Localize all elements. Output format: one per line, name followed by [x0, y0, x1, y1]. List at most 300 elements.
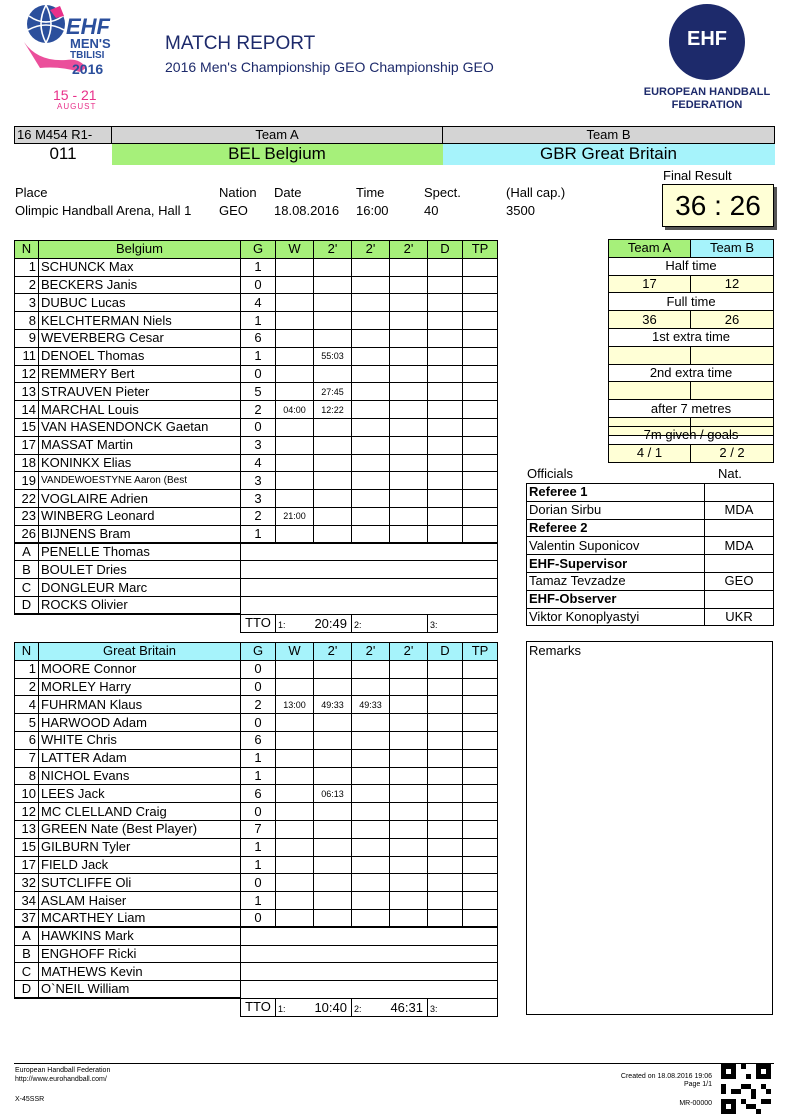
- game-number: 011: [49, 144, 77, 164]
- player-tp: [463, 696, 498, 714]
- player-suspension-1: [314, 418, 352, 436]
- player-suspension-3: [390, 838, 428, 856]
- nation-value: GEO: [219, 203, 248, 218]
- player-number: 17: [15, 856, 39, 874]
- player-number: 3: [15, 294, 39, 312]
- player-tp: [463, 276, 498, 294]
- player-disqualification: [428, 525, 463, 543]
- player-warning: [276, 383, 314, 401]
- player-row: [15, 490, 498, 508]
- team-b-name: GBR Great Britain: [443, 144, 775, 165]
- player-goals: 3: [241, 436, 276, 454]
- player-name: WEVERBERG Cesar: [39, 329, 241, 347]
- tto-1-value: 20:49: [314, 615, 347, 631]
- tto-3-label: 3:: [430, 619, 438, 630]
- player-goals: 0: [241, 909, 276, 927]
- official-role-row: [527, 590, 774, 608]
- player-suspension-3: [390, 258, 428, 276]
- team-official-name: ROCKS Olivier: [39, 596, 241, 614]
- player-goals: 1: [241, 749, 276, 767]
- player-number: 37: [15, 909, 39, 927]
- footer-url: http://www.eurohandball.com/: [15, 1076, 107, 1083]
- score-team-b-label: Team B: [691, 240, 774, 258]
- player-disqualification: [428, 401, 463, 419]
- player-goals: 1: [241, 856, 276, 874]
- player-goals: 2: [241, 507, 276, 525]
- extra-time-1-b: [691, 346, 774, 364]
- player-suspension-3: [390, 909, 428, 927]
- player-tp: [463, 838, 498, 856]
- official-role-row: [527, 555, 774, 573]
- player-tp: [463, 507, 498, 525]
- player-suspension-2: [352, 312, 390, 330]
- official-role-blank: [705, 519, 774, 537]
- team-a-label: Team A: [112, 127, 443, 144]
- player-name: KELCHTERMAN Niels: [39, 312, 241, 330]
- team-a-name: BEL Belgium: [112, 144, 443, 165]
- player-name: MARCHAL Louis: [39, 401, 241, 419]
- player-number: 14: [15, 401, 39, 419]
- player-warning: [276, 785, 314, 803]
- player-suspension-1: [314, 678, 352, 696]
- player-suspension-2: 49:33: [352, 696, 390, 714]
- player-suspension-1: [314, 525, 352, 543]
- player-tp: [463, 525, 498, 543]
- player-number: 13: [15, 383, 39, 401]
- date-label: Date: [274, 185, 302, 200]
- officials-rows: [527, 484, 774, 626]
- team-a-players: [15, 258, 498, 632]
- official-role: EHF-Observer: [527, 590, 705, 608]
- player-name: DUBUC Lucas: [39, 294, 241, 312]
- player-suspension-3: [390, 525, 428, 543]
- player-row: [15, 418, 498, 436]
- player-disqualification: [428, 454, 463, 472]
- player-disqualification: [428, 856, 463, 874]
- player-suspension-3: [390, 785, 428, 803]
- player-warning: [276, 525, 314, 543]
- official-nat: MDA: [705, 537, 774, 555]
- player-row: [15, 383, 498, 401]
- player-disqualification: [428, 909, 463, 927]
- player-row: [15, 347, 498, 365]
- event-logo: EHF MEN'S TBILISI 2016 15 - 21 AUGUST: [20, 2, 115, 112]
- hallcap-value: 3500: [506, 203, 535, 218]
- player-tp: [463, 660, 498, 678]
- player-goals: 1: [241, 767, 276, 785]
- player-suspension-3: [390, 820, 428, 838]
- player-tp: [463, 436, 498, 454]
- player-warning: [276, 874, 314, 892]
- team-official-blank: [241, 579, 498, 597]
- extra-time-1-label: 1st extra time: [609, 328, 774, 346]
- player-number: 15: [15, 838, 39, 856]
- tto-row: [15, 614, 498, 632]
- tto-spacer: [15, 614, 241, 632]
- seven-given-label: 7m given / goals: [609, 427, 774, 445]
- place-label: Place: [15, 185, 48, 200]
- player-number: 6: [15, 731, 39, 749]
- full-time-label: Full time: [609, 293, 774, 311]
- player-number: 12: [15, 803, 39, 821]
- player-tp: [463, 767, 498, 785]
- player-name: VANDEWOESTYNE Aaron (Best: [39, 472, 241, 490]
- player-suspension-1: [314, 749, 352, 767]
- team-official-blank: [241, 963, 498, 981]
- remarks-label: Remarks: [529, 643, 582, 658]
- team-official-key: B: [15, 561, 39, 579]
- team-official-key: B: [15, 945, 39, 963]
- player-number: 2: [15, 678, 39, 696]
- tto-2: [352, 614, 428, 632]
- team-b-header-name: Great Britain: [39, 643, 241, 661]
- player-warning: [276, 436, 314, 454]
- full-time-b: 26: [691, 311, 774, 329]
- team-official-key: A: [15, 543, 39, 561]
- player-goals: 0: [241, 418, 276, 436]
- player-name: VOGLAIRE Adrien: [39, 490, 241, 508]
- player-goals: 7: [241, 820, 276, 838]
- half-time-label: Half time: [609, 257, 774, 275]
- player-name: WINBERG Leonard: [39, 507, 241, 525]
- spect-label: Spect.: [424, 185, 461, 200]
- player-suspension-1: [314, 909, 352, 927]
- player-goals: 0: [241, 678, 276, 696]
- tto-2-label: 2:: [354, 619, 362, 630]
- player-tp: [463, 347, 498, 365]
- player-suspension-1: 49:33: [314, 696, 352, 714]
- game-bar: [14, 126, 775, 165]
- tto-1: [276, 614, 352, 632]
- player-suspension-2: [352, 365, 390, 383]
- player-row: [15, 892, 498, 910]
- player-suspension-2: [352, 820, 390, 838]
- player-suspension-2: [352, 909, 390, 927]
- player-name: REMMERY Bert: [39, 365, 241, 383]
- player-disqualification: [428, 767, 463, 785]
- player-tp: [463, 383, 498, 401]
- game-code: 16 M454 R1-: [15, 127, 112, 144]
- official-name-row: [527, 608, 774, 626]
- team-official-name: ENGHOFF Ricki: [39, 945, 241, 963]
- player-disqualification: [428, 312, 463, 330]
- player-warning: [276, 660, 314, 678]
- player-warning: [276, 749, 314, 767]
- player-number: 8: [15, 767, 39, 785]
- col-n: N: [15, 241, 39, 259]
- official-role: EHF-Supervisor: [527, 555, 705, 573]
- team-official-key: C: [15, 963, 39, 981]
- player-suspension-2: [352, 329, 390, 347]
- player-suspension-3: [390, 365, 428, 383]
- player-row: [15, 436, 498, 454]
- player-suspension-1: [314, 838, 352, 856]
- player-disqualification: [428, 838, 463, 856]
- team-official-blank: [241, 945, 498, 963]
- ehf-logo: EHF EUROPEAN HANDBALL FEDERATION: [637, 2, 777, 112]
- player-suspension-3: [390, 696, 428, 714]
- team-official-blank: [241, 596, 498, 614]
- official-name-row: [527, 537, 774, 555]
- player-suspension-2: [352, 838, 390, 856]
- team-official-key: C: [15, 579, 39, 597]
- player-suspension-2: [352, 749, 390, 767]
- player-suspension-2: [352, 785, 390, 803]
- player-name: BECKERS Janis: [39, 276, 241, 294]
- player-tp: [463, 329, 498, 347]
- team-official-name: MATHEWS Kevin: [39, 963, 241, 981]
- player-tp: [463, 472, 498, 490]
- player-row: [15, 909, 498, 927]
- player-number: 13: [15, 820, 39, 838]
- player-name: MOORE Connor: [39, 660, 241, 678]
- official-name-row: [527, 501, 774, 519]
- player-suspension-3: [390, 436, 428, 454]
- player-suspension-2: [352, 892, 390, 910]
- player-suspension-2: [352, 767, 390, 785]
- player-warning: [276, 838, 314, 856]
- player-number: 23: [15, 507, 39, 525]
- team-official-blank: [241, 561, 498, 579]
- player-number: 2: [15, 276, 39, 294]
- player-name: MASSAT Martin: [39, 436, 241, 454]
- player-suspension-2: [352, 401, 390, 419]
- player-suspension-3: [390, 347, 428, 365]
- player-disqualification: [428, 803, 463, 821]
- official-role: Referee 2: [527, 519, 705, 537]
- player-suspension-3: [390, 383, 428, 401]
- official-nat: MDA: [705, 501, 774, 519]
- player-suspension-2: [352, 731, 390, 749]
- player-suspension-1: [314, 276, 352, 294]
- spect-value: 40: [424, 203, 439, 218]
- player-goals: 0: [241, 276, 276, 294]
- player-tp: [463, 418, 498, 436]
- tto-1: [276, 998, 352, 1016]
- player-suspension-3: [390, 507, 428, 525]
- player-warning: [276, 418, 314, 436]
- player-tp: [463, 856, 498, 874]
- team-b-table: [14, 642, 498, 1017]
- col-2min-3: 2': [390, 241, 428, 259]
- player-suspension-2: [352, 525, 390, 543]
- tto-spacer: [15, 998, 241, 1016]
- player-number: 32: [15, 874, 39, 892]
- team-official-key: D: [15, 981, 39, 999]
- player-warning: [276, 856, 314, 874]
- player-name: SUTCLIFFE Oli: [39, 874, 241, 892]
- player-tp: [463, 714, 498, 732]
- footer-created: Created on 18.08.2016 19:06: [620, 1073, 712, 1080]
- player-warning: [276, 714, 314, 732]
- team-official-row: [15, 981, 498, 999]
- official-role-blank: [705, 555, 774, 573]
- player-warning: [276, 678, 314, 696]
- player-suspension-3: [390, 856, 428, 874]
- final-result-label: Final Result: [663, 168, 732, 183]
- player-warning: [276, 909, 314, 927]
- player-number: 11: [15, 347, 39, 365]
- player-suspension-2: [352, 454, 390, 472]
- col-2min-1: 2': [314, 643, 352, 661]
- player-suspension-1: [314, 820, 352, 838]
- team-official-row: [15, 945, 498, 963]
- score-breakdown: [608, 239, 774, 436]
- player-tp: [463, 803, 498, 821]
- player-tp: [463, 749, 498, 767]
- player-number: 7: [15, 749, 39, 767]
- time-value: 16:00: [356, 203, 389, 218]
- player-suspension-3: [390, 892, 428, 910]
- player-goals: 1: [241, 312, 276, 330]
- player-disqualification: [428, 490, 463, 508]
- player-row: [15, 678, 498, 696]
- player-name: FUHRMAN Klaus: [39, 696, 241, 714]
- team-official-name: O`NEIL William: [39, 981, 241, 999]
- player-disqualification: [428, 874, 463, 892]
- player-suspension-3: [390, 401, 428, 419]
- player-number: 26: [15, 525, 39, 543]
- official-name: Dorian Sirbu: [527, 501, 705, 519]
- tto-1-label: 1:: [278, 1003, 286, 1014]
- tto-2-label: 2:: [354, 1003, 362, 1014]
- player-warning: [276, 276, 314, 294]
- player-disqualification: [428, 472, 463, 490]
- player-tp: [463, 401, 498, 419]
- player-goals: 0: [241, 874, 276, 892]
- player-suspension-2: [352, 490, 390, 508]
- team-official-name: PENELLE Thomas: [39, 543, 241, 561]
- player-suspension-2: [352, 258, 390, 276]
- player-name: BIJNENS Bram: [39, 525, 241, 543]
- footer-mr: MR-00000: [679, 1100, 712, 1107]
- player-number: 4: [15, 696, 39, 714]
- player-goals: 2: [241, 696, 276, 714]
- player-tp: [463, 785, 498, 803]
- player-disqualification: [428, 418, 463, 436]
- col-w: W: [276, 241, 314, 259]
- extra-time-2-a: [609, 382, 691, 400]
- player-suspension-3: [390, 678, 428, 696]
- player-suspension-1: 55:03: [314, 347, 352, 365]
- col-g: G: [241, 643, 276, 661]
- player-warning: [276, 490, 314, 508]
- player-goals: 6: [241, 731, 276, 749]
- player-suspension-3: [390, 490, 428, 508]
- col-tp: TP: [463, 241, 498, 259]
- player-row: [15, 401, 498, 419]
- player-goals: 0: [241, 714, 276, 732]
- player-disqualification: [428, 785, 463, 803]
- footer-page: Page 1/1: [683, 1081, 712, 1088]
- extra-time-1-a: [609, 346, 691, 364]
- team-official-row: [15, 927, 498, 945]
- player-row: [15, 803, 498, 821]
- team-official-row: [15, 561, 498, 579]
- team-official-name: HAWKINS Mark: [39, 927, 241, 945]
- seven-metres-label: after 7 metres: [609, 400, 774, 418]
- player-suspension-2: [352, 383, 390, 401]
- player-warning: [276, 803, 314, 821]
- player-name: MC CLELLAND Craig: [39, 803, 241, 821]
- official-nat: GEO: [705, 572, 774, 590]
- player-goals: 6: [241, 329, 276, 347]
- player-row: [15, 276, 498, 294]
- player-suspension-2: [352, 294, 390, 312]
- player-number: 9: [15, 329, 39, 347]
- place-value: Olimpic Handball Arena, Hall 1: [15, 203, 192, 218]
- player-disqualification: [428, 714, 463, 732]
- player-name: MORLEY Harry: [39, 678, 241, 696]
- tto-2-value: 46:31: [390, 999, 423, 1015]
- seven-given-a: 4 / 1: [609, 444, 691, 462]
- player-warning: 13:00: [276, 696, 314, 714]
- player-disqualification: [428, 294, 463, 312]
- player-suspension-3: [390, 660, 428, 678]
- player-row: [15, 838, 498, 856]
- player-goals: 1: [241, 347, 276, 365]
- player-number: 19: [15, 472, 39, 490]
- col-w: W: [276, 643, 314, 661]
- qr-code: [721, 1064, 771, 1114]
- player-number: 34: [15, 892, 39, 910]
- player-goals: 1: [241, 838, 276, 856]
- extra-time-2-b: [691, 382, 774, 400]
- team-a-header-name: Belgium: [39, 241, 241, 259]
- col-d: D: [428, 643, 463, 661]
- half-time-b: 12: [691, 275, 774, 293]
- player-suspension-1: [314, 365, 352, 383]
- team-official-name: BOULET Dries: [39, 561, 241, 579]
- team-official-blank: [241, 543, 498, 561]
- player-suspension-2: [352, 678, 390, 696]
- player-suspension-2: [352, 856, 390, 874]
- player-tp: [463, 490, 498, 508]
- player-suspension-1: [314, 731, 352, 749]
- col-2min-2: 2': [352, 643, 390, 661]
- final-result-score: 36 : 26: [662, 184, 774, 227]
- official-name: Viktor Konoplyastyi: [527, 608, 705, 626]
- player-name: LATTER Adam: [39, 749, 241, 767]
- player-tp: [463, 678, 498, 696]
- player-name: STRAUVEN Pieter: [39, 383, 241, 401]
- tto-3-label: 3:: [430, 1003, 438, 1014]
- player-suspension-1: 06:13: [314, 785, 352, 803]
- team-official-blank: [241, 927, 498, 945]
- player-disqualification: [428, 696, 463, 714]
- player-tp: [463, 909, 498, 927]
- player-suspension-1: [314, 258, 352, 276]
- official-role: Referee 1: [527, 484, 705, 502]
- player-name: ASLAM Haiser: [39, 892, 241, 910]
- player-suspension-3: [390, 454, 428, 472]
- player-warning: [276, 454, 314, 472]
- player-number: 22: [15, 490, 39, 508]
- player-row: [15, 312, 498, 330]
- footer-org: European Handball Federation: [15, 1067, 111, 1074]
- player-row: [15, 714, 498, 732]
- date-value: 18.08.2016: [274, 203, 340, 218]
- player-name: KONINKX Elias: [39, 454, 241, 472]
- col-n: N: [15, 643, 39, 661]
- player-row: [15, 856, 498, 874]
- player-warning: [276, 294, 314, 312]
- player-row: [15, 767, 498, 785]
- player-disqualification: [428, 329, 463, 347]
- player-suspension-1: [314, 767, 352, 785]
- player-row: [15, 507, 498, 525]
- player-goals: 6: [241, 785, 276, 803]
